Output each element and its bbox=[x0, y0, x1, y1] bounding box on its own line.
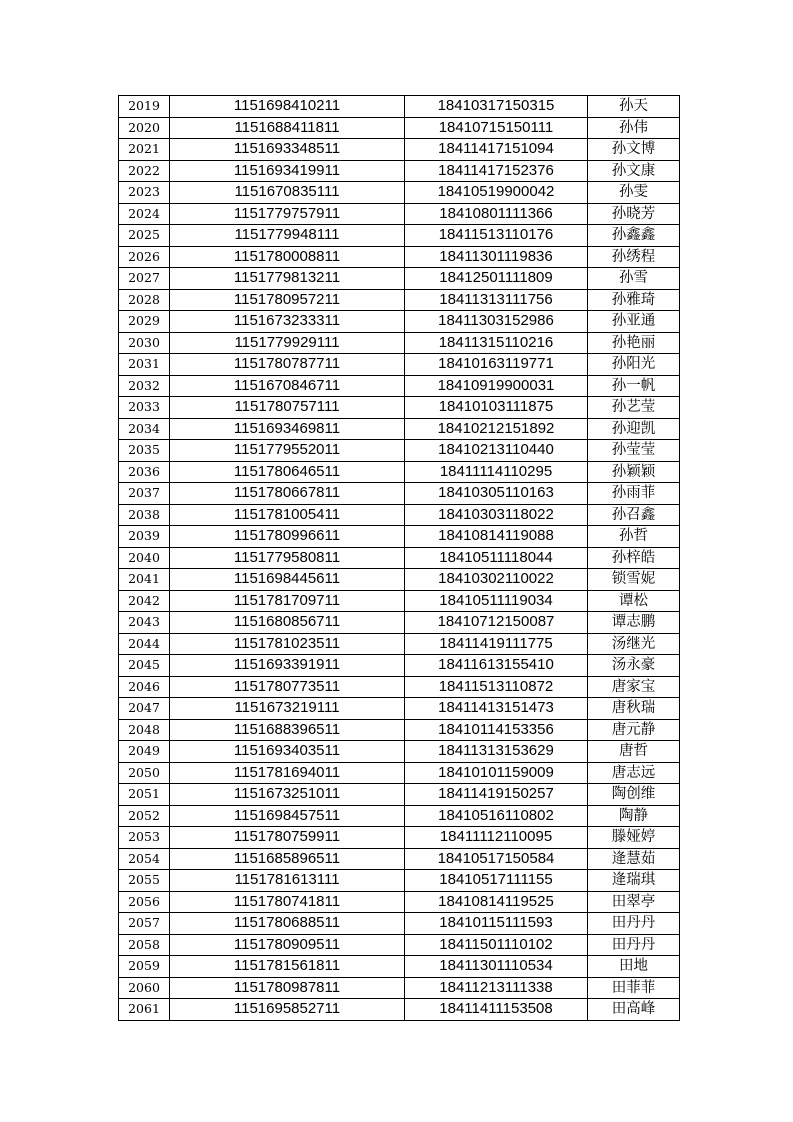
candidate-number-cell: 18411303152986 bbox=[405, 311, 588, 333]
name-cell: 谭志鹏 bbox=[588, 612, 680, 634]
registration-number-cell: 1151780909511 bbox=[170, 934, 405, 956]
sequence-number-cell: 2038 bbox=[119, 504, 170, 526]
candidate-number-cell: 18411417151094 bbox=[405, 139, 588, 161]
sequence-number-cell: 2052 bbox=[119, 805, 170, 827]
table-row bbox=[119, 848, 680, 870]
table-row bbox=[119, 590, 680, 612]
table-row bbox=[119, 891, 680, 913]
table-row bbox=[119, 203, 680, 225]
registration-number-cell: 1151693419911 bbox=[170, 160, 405, 182]
candidate-number-cell: 18410212151892 bbox=[405, 418, 588, 440]
registration-number-cell: 1151698410211 bbox=[170, 96, 405, 118]
name-cell: 孙梓皓 bbox=[588, 547, 680, 569]
candidate-number-cell: 18412501111809 bbox=[405, 268, 588, 290]
registration-number-cell: 1151781023511 bbox=[170, 633, 405, 655]
sequence-number-cell: 2032 bbox=[119, 375, 170, 397]
name-cell: 田翠亭 bbox=[588, 891, 680, 913]
roster-table bbox=[118, 95, 680, 1021]
sequence-number-cell: 2041 bbox=[119, 569, 170, 591]
sequence-number-cell: 2025 bbox=[119, 225, 170, 247]
name-cell: 田高峰 bbox=[588, 999, 680, 1021]
candidate-number-cell: 18410317150315 bbox=[405, 96, 588, 118]
sequence-number-cell: 2022 bbox=[119, 160, 170, 182]
sequence-number-cell: 2020 bbox=[119, 117, 170, 139]
table-row bbox=[119, 311, 680, 333]
sequence-number-cell: 2046 bbox=[119, 676, 170, 698]
candidate-number-cell: 18410715150111 bbox=[405, 117, 588, 139]
registration-number-cell: 1151781694011 bbox=[170, 762, 405, 784]
sequence-number-cell: 2031 bbox=[119, 354, 170, 376]
registration-number-cell: 1151693403511 bbox=[170, 741, 405, 763]
candidate-number-cell: 18410516110802 bbox=[405, 805, 588, 827]
table-row bbox=[119, 418, 680, 440]
name-cell: 孙莹莹 bbox=[588, 440, 680, 462]
sequence-number-cell: 2026 bbox=[119, 246, 170, 268]
registration-number-cell: 1151781709711 bbox=[170, 590, 405, 612]
table-row bbox=[119, 827, 680, 849]
name-cell: 孙亚通 bbox=[588, 311, 680, 333]
candidate-number-cell: 18410101159009 bbox=[405, 762, 588, 784]
sequence-number-cell: 2055 bbox=[119, 870, 170, 892]
name-cell: 孙召鑫 bbox=[588, 504, 680, 526]
registration-number-cell: 1151779813211 bbox=[170, 268, 405, 290]
registration-number-cell: 1151698457511 bbox=[170, 805, 405, 827]
table-row bbox=[119, 956, 680, 978]
table-row bbox=[119, 655, 680, 677]
candidate-number-cell: 18410511118044 bbox=[405, 547, 588, 569]
candidate-number-cell: 18410517111155 bbox=[405, 870, 588, 892]
name-cell: 唐哲 bbox=[588, 741, 680, 763]
name-cell: 滕娅婷 bbox=[588, 827, 680, 849]
sequence-number-cell: 2058 bbox=[119, 934, 170, 956]
table-row bbox=[119, 784, 680, 806]
registration-number-cell: 1151781613111 bbox=[170, 870, 405, 892]
table-row bbox=[119, 762, 680, 784]
sequence-number-cell: 2029 bbox=[119, 311, 170, 333]
registration-number-cell: 1151779757911 bbox=[170, 203, 405, 225]
candidate-number-cell: 18411301110534 bbox=[405, 956, 588, 978]
registration-number-cell: 1151695852711 bbox=[170, 999, 405, 1021]
candidate-number-cell: 18411419111775 bbox=[405, 633, 588, 655]
candidate-number-cell: 18411613155410 bbox=[405, 655, 588, 677]
sequence-number-cell: 2050 bbox=[119, 762, 170, 784]
registration-number-cell: 1151780773511 bbox=[170, 676, 405, 698]
name-cell: 孙艺莹 bbox=[588, 397, 680, 419]
registration-number-cell: 1151688411811 bbox=[170, 117, 405, 139]
registration-number-cell: 1151673219111 bbox=[170, 698, 405, 720]
sequence-number-cell: 2034 bbox=[119, 418, 170, 440]
name-cell: 田地 bbox=[588, 956, 680, 978]
name-cell: 逄瑞琪 bbox=[588, 870, 680, 892]
sequence-number-cell: 2048 bbox=[119, 719, 170, 741]
candidate-number-cell: 18410814119525 bbox=[405, 891, 588, 913]
sequence-number-cell: 2045 bbox=[119, 655, 170, 677]
candidate-number-cell: 18410801111366 bbox=[405, 203, 588, 225]
registration-number-cell: 1151779929111 bbox=[170, 332, 405, 354]
candidate-number-cell: 18410814119088 bbox=[405, 526, 588, 548]
table-row bbox=[119, 139, 680, 161]
candidate-number-cell: 18410163119771 bbox=[405, 354, 588, 376]
table-row bbox=[119, 741, 680, 763]
table-row bbox=[119, 96, 680, 118]
candidate-number-cell: 18411419150257 bbox=[405, 784, 588, 806]
sequence-number-cell: 2053 bbox=[119, 827, 170, 849]
candidate-number-cell: 18411513110176 bbox=[405, 225, 588, 247]
registration-number-cell: 1151780688511 bbox=[170, 913, 405, 935]
registration-number-cell: 1151779580811 bbox=[170, 547, 405, 569]
name-cell: 汤永豪 bbox=[588, 655, 680, 677]
name-cell: 唐秋瑞 bbox=[588, 698, 680, 720]
candidate-number-cell: 18410517150584 bbox=[405, 848, 588, 870]
name-cell: 陶创维 bbox=[588, 784, 680, 806]
table-row bbox=[119, 698, 680, 720]
sequence-number-cell: 2021 bbox=[119, 139, 170, 161]
registration-number-cell: 1151781005411 bbox=[170, 504, 405, 526]
registration-number-cell: 1151779552011 bbox=[170, 440, 405, 462]
table-row bbox=[119, 246, 680, 268]
sequence-number-cell: 2023 bbox=[119, 182, 170, 204]
registration-number-cell: 1151780646511 bbox=[170, 461, 405, 483]
table-row bbox=[119, 526, 680, 548]
table-row bbox=[119, 354, 680, 376]
registration-number-cell: 1151780757111 bbox=[170, 397, 405, 419]
candidate-number-cell: 18410114153356 bbox=[405, 719, 588, 741]
registration-number-cell: 1151780957211 bbox=[170, 289, 405, 311]
name-cell: 唐家宝 bbox=[588, 676, 680, 698]
sequence-number-cell: 2040 bbox=[119, 547, 170, 569]
name-cell: 孙迎凯 bbox=[588, 418, 680, 440]
sequence-number-cell: 2043 bbox=[119, 612, 170, 634]
name-cell: 孙颖颖 bbox=[588, 461, 680, 483]
name-cell: 孙鑫鑫 bbox=[588, 225, 680, 247]
registration-number-cell: 1151670835111 bbox=[170, 182, 405, 204]
candidate-number-cell: 18410303118022 bbox=[405, 504, 588, 526]
table-row bbox=[119, 332, 680, 354]
candidate-number-cell: 18410712150087 bbox=[405, 612, 588, 634]
registration-number-cell: 1151685896511 bbox=[170, 848, 405, 870]
registration-number-cell: 1151781561811 bbox=[170, 956, 405, 978]
registration-number-cell: 1151780996611 bbox=[170, 526, 405, 548]
sequence-number-cell: 2059 bbox=[119, 956, 170, 978]
sequence-number-cell: 2049 bbox=[119, 741, 170, 763]
table-row bbox=[119, 268, 680, 290]
candidate-number-cell: 18411411153508 bbox=[405, 999, 588, 1021]
registration-number-cell: 1151693348511 bbox=[170, 139, 405, 161]
table-row bbox=[119, 633, 680, 655]
table-row bbox=[119, 160, 680, 182]
registration-number-cell: 1151779948111 bbox=[170, 225, 405, 247]
name-cell: 孙雅琦 bbox=[588, 289, 680, 311]
sequence-number-cell: 2036 bbox=[119, 461, 170, 483]
table-row bbox=[119, 375, 680, 397]
sequence-number-cell: 2024 bbox=[119, 203, 170, 225]
candidate-number-cell: 18411112110095 bbox=[405, 827, 588, 849]
sequence-number-cell: 2057 bbox=[119, 913, 170, 935]
sequence-number-cell: 2061 bbox=[119, 999, 170, 1021]
table-row bbox=[119, 870, 680, 892]
name-cell: 陶静 bbox=[588, 805, 680, 827]
sequence-number-cell: 2035 bbox=[119, 440, 170, 462]
table-row bbox=[119, 612, 680, 634]
name-cell: 孙天 bbox=[588, 96, 680, 118]
registration-number-cell: 1151680856711 bbox=[170, 612, 405, 634]
candidate-number-cell: 18410115111593 bbox=[405, 913, 588, 935]
registration-number-cell: 1151780008811 bbox=[170, 246, 405, 268]
name-cell: 孙哲 bbox=[588, 526, 680, 548]
roster-table-body bbox=[119, 96, 680, 1021]
table-row bbox=[119, 934, 680, 956]
candidate-number-cell: 18410302110022 bbox=[405, 569, 588, 591]
registration-number-cell: 1151688396511 bbox=[170, 719, 405, 741]
candidate-number-cell: 18411114110295 bbox=[405, 461, 588, 483]
table-row bbox=[119, 461, 680, 483]
table-row bbox=[119, 440, 680, 462]
table-row bbox=[119, 977, 680, 999]
name-cell: 孙伟 bbox=[588, 117, 680, 139]
candidate-number-cell: 18411301119836 bbox=[405, 246, 588, 268]
candidate-number-cell: 18411417152376 bbox=[405, 160, 588, 182]
table-row bbox=[119, 397, 680, 419]
candidate-number-cell: 18410511119034 bbox=[405, 590, 588, 612]
registration-number-cell: 1151780759911 bbox=[170, 827, 405, 849]
sequence-number-cell: 2056 bbox=[119, 891, 170, 913]
sequence-number-cell: 2033 bbox=[119, 397, 170, 419]
sequence-number-cell: 2044 bbox=[119, 633, 170, 655]
table-row bbox=[119, 569, 680, 591]
sequence-number-cell: 2051 bbox=[119, 784, 170, 806]
table-row bbox=[119, 483, 680, 505]
name-cell: 逄慧茹 bbox=[588, 848, 680, 870]
name-cell: 孙阳光 bbox=[588, 354, 680, 376]
table-row bbox=[119, 225, 680, 247]
candidate-number-cell: 18410519900042 bbox=[405, 182, 588, 204]
sequence-number-cell: 2027 bbox=[119, 268, 170, 290]
registration-number-cell: 1151780741811 bbox=[170, 891, 405, 913]
name-cell: 谭松 bbox=[588, 590, 680, 612]
registration-number-cell: 1151780667811 bbox=[170, 483, 405, 505]
name-cell: 孙文康 bbox=[588, 160, 680, 182]
registration-number-cell: 1151780787711 bbox=[170, 354, 405, 376]
candidate-number-cell: 18411513110872 bbox=[405, 676, 588, 698]
registration-number-cell: 1151670846711 bbox=[170, 375, 405, 397]
candidate-number-cell: 18410919900031 bbox=[405, 375, 588, 397]
registration-number-cell: 1151673251011 bbox=[170, 784, 405, 806]
name-cell: 孙一帆 bbox=[588, 375, 680, 397]
candidate-number-cell: 18410305110163 bbox=[405, 483, 588, 505]
sequence-number-cell: 2042 bbox=[119, 590, 170, 612]
name-cell: 孙晓芳 bbox=[588, 203, 680, 225]
candidate-number-cell: 18410103111875 bbox=[405, 397, 588, 419]
table-row bbox=[119, 805, 680, 827]
table-row bbox=[119, 676, 680, 698]
candidate-number-cell: 18411313153629 bbox=[405, 741, 588, 763]
name-cell: 孙雨菲 bbox=[588, 483, 680, 505]
name-cell: 孙绣程 bbox=[588, 246, 680, 268]
name-cell: 唐元静 bbox=[588, 719, 680, 741]
sequence-number-cell: 2019 bbox=[119, 96, 170, 118]
registration-number-cell: 1151698445611 bbox=[170, 569, 405, 591]
table-row bbox=[119, 504, 680, 526]
name-cell: 孙雯 bbox=[588, 182, 680, 204]
sequence-number-cell: 2030 bbox=[119, 332, 170, 354]
name-cell: 孙艳丽 bbox=[588, 332, 680, 354]
name-cell: 唐志远 bbox=[588, 762, 680, 784]
sequence-number-cell: 2039 bbox=[119, 526, 170, 548]
registration-number-cell: 1151780987811 bbox=[170, 977, 405, 999]
candidate-number-cell: 18411213111338 bbox=[405, 977, 588, 999]
sequence-number-cell: 2060 bbox=[119, 977, 170, 999]
table-row bbox=[119, 547, 680, 569]
table-row bbox=[119, 913, 680, 935]
candidate-number-cell: 18411315110216 bbox=[405, 332, 588, 354]
candidate-number-cell: 18411313111756 bbox=[405, 289, 588, 311]
name-cell: 锁雪妮 bbox=[588, 569, 680, 591]
table-row bbox=[119, 182, 680, 204]
candidate-number-cell: 18411413151473 bbox=[405, 698, 588, 720]
table-row bbox=[119, 117, 680, 139]
table-row bbox=[119, 719, 680, 741]
sequence-number-cell: 2047 bbox=[119, 698, 170, 720]
name-cell: 孙雪 bbox=[588, 268, 680, 290]
name-cell: 汤继光 bbox=[588, 633, 680, 655]
name-cell: 田丹丹 bbox=[588, 913, 680, 935]
table-row bbox=[119, 289, 680, 311]
table-row bbox=[119, 999, 680, 1021]
name-cell: 孙文博 bbox=[588, 139, 680, 161]
name-cell: 田丹丹 bbox=[588, 934, 680, 956]
registration-number-cell: 1151693469811 bbox=[170, 418, 405, 440]
registration-number-cell: 1151673233311 bbox=[170, 311, 405, 333]
sequence-number-cell: 2054 bbox=[119, 848, 170, 870]
candidate-number-cell: 18411501110102 bbox=[405, 934, 588, 956]
candidate-number-cell: 18410213110440 bbox=[405, 440, 588, 462]
sequence-number-cell: 2028 bbox=[119, 289, 170, 311]
registration-number-cell: 1151693391911 bbox=[170, 655, 405, 677]
sequence-number-cell: 2037 bbox=[119, 483, 170, 505]
name-cell: 田菲菲 bbox=[588, 977, 680, 999]
